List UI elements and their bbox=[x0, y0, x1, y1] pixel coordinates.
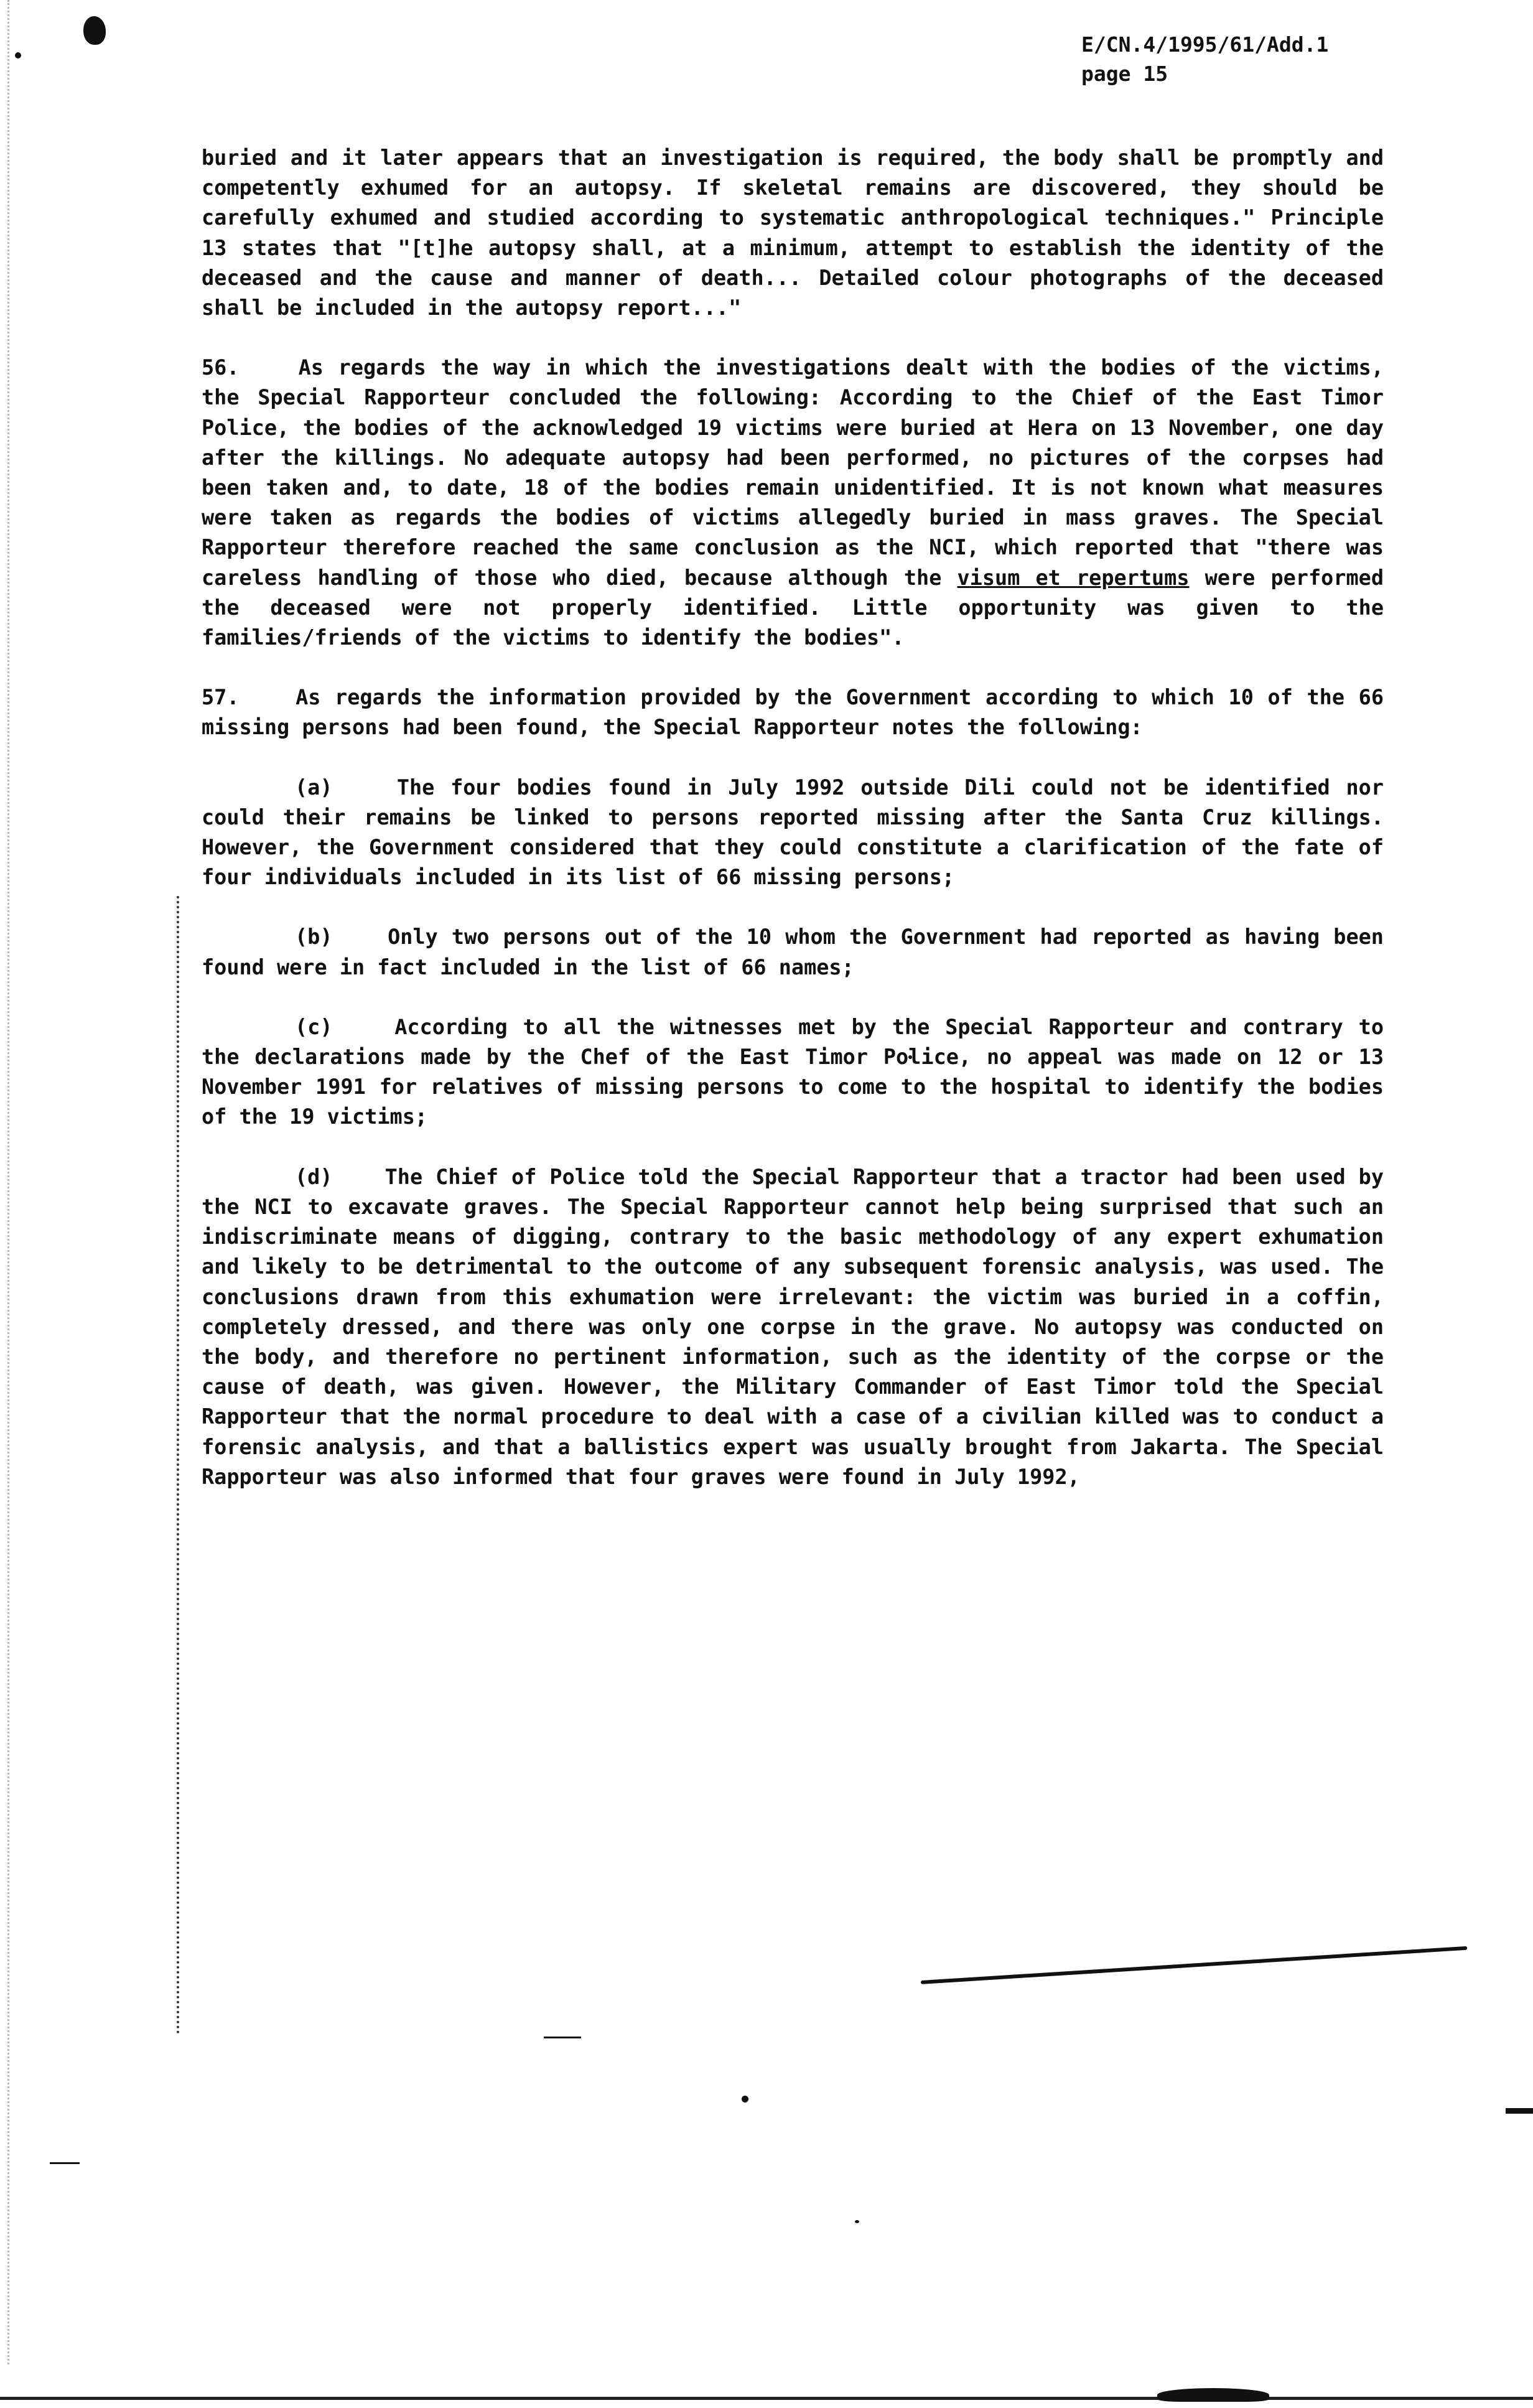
edge-mark bbox=[1506, 2108, 1533, 2114]
scan-bottom-blob bbox=[1157, 2388, 1269, 2402]
paragraph-text: As regards the information provided by the Government according to which 10 of the 66 missing persons had been found, the Special Rapporteur notes the following: bbox=[202, 685, 1384, 740]
subparagraph-text: According to all the witnesses met by the Special Rapporteur and contrary to the declarations made by the Chef of the East Timor Police, no appeal was made on 12 or 13 November 1991 for relatives of missing persons to come to the hospital to identify the bodies of the 19 victims; bbox=[202, 1014, 1384, 1129]
underlined-term: visum et repertums bbox=[957, 565, 1190, 590]
speck bbox=[50, 2162, 80, 2164]
page-number: page 15 bbox=[1081, 62, 1168, 86]
subparagraph-label: (c) bbox=[295, 1014, 333, 1039]
ink-blot bbox=[83, 16, 106, 45]
paragraph-text: As regards the way in which the investigations dealt with the bodies of the victims, the Special Rapporteur concluded the following: According to the Chief of the East Timor Police, the bodies of the acknowledged 19 victims were buried at Hera on 13 November, one day after the killings. No adequate autopsy had been performed, no pictures of the corpses had been taken and, to date, 18 of the bodies remain unidentified. It is not known what measures were taken as regards the bodies of victims allegedly buried in mass graves. The Special Rapporteur therefore reached the same conclusion as the NCI, which reported that "there was careless handling of those who died, because although the bbox=[202, 355, 1384, 590]
speck bbox=[742, 2096, 748, 2102]
paragraph-text: were performed the deceased were not properly identified. Little opportunity was given to the families/friends of the victims to identify the bodies". bbox=[202, 565, 1384, 650]
document-symbol: E/CN.4/1995/61/Add.1 bbox=[1081, 32, 1329, 57]
scan-edge-dots bbox=[7, 0, 11, 2364]
subparagraph-text: The four bodies found in July 1992 outside Dili could not be identified nor could their remains be linked to persons reported missing after the Santa Cruz killings. However, the Government considered that they could constitute a clarification of the fate of four individuals included in its list of 66 missing persons; bbox=[202, 775, 1384, 890]
paragraph-number: 56. bbox=[202, 355, 240, 380]
document-body bbox=[202, 143, 1384, 1522]
margin-dotted-line bbox=[177, 896, 182, 2035]
subparagraph-label: (b) bbox=[295, 925, 333, 950]
paragraph-continuation: buried and it later appears that an investigation is required, the body shall be promptly and competently exhumed for an autopsy. If skeletal remains are discovered, they should be carefully exhumed and studied according to systematic anthropological techniques." Principle 13 states that "[t]he autopsy shall, at a minimum, attempt to establish the identity of the deceased and the cause and manner of death... Detailed colour photographs of the deceased shall be included in the autopsy report..." bbox=[202, 146, 1384, 320]
speck bbox=[544, 2037, 581, 2038]
subparagraph-c bbox=[202, 1012, 1384, 1132]
subparagraph-a bbox=[202, 773, 1384, 893]
scan-bottom-edge bbox=[0, 2397, 1533, 2400]
speck bbox=[855, 2220, 859, 2223]
subparagraph-text: Only two persons out of the 10 whom the Government had reported as having been found were in fact included in the list of 66 names; bbox=[202, 925, 1384, 979]
subparagraph-text: The Chief of Police told the Special Rapporteur that a tractor had been used by the NCI to excavate graves. The Special Rapporteur cannot help being surprised that such an indiscriminate means of digging, contrary to the basic methodology of any expert exhumation and likely to be detrimental to the outcome of any subsequent forensic analysis, was used. The conclusions drawn from this exhumation were irrelevant: the victim was buried in a coffin, completely dressed, and there was only one corpse in the grave. No autopsy was conducted on the body, and therefore no pertinent information, such as the identity of the corpse or the cause of death, was given. However, the Military Commander of East Timor told the Special Rapporteur that the normal procedure to deal with a case of a civilian killed was to conduct a forensic analysis, and that a ballistics expert was usually brought from Jakarta. The Special Rapporteur was also informed that four graves were found in July 1992, bbox=[202, 1164, 1384, 1489]
page-header bbox=[1081, 30, 1328, 88]
paragraph-56 bbox=[202, 353, 1384, 653]
paragraph-57 bbox=[202, 683, 1384, 742]
subparagraph-label: (a) bbox=[295, 775, 333, 800]
paragraph-number: 57. bbox=[202, 685, 240, 710]
subparagraph-b bbox=[202, 922, 1384, 982]
pen-stroke bbox=[921, 1946, 1468, 1984]
speck bbox=[15, 52, 21, 58]
subparagraph-d bbox=[202, 1162, 1384, 1492]
subparagraph-label: (d) bbox=[295, 1164, 333, 1189]
